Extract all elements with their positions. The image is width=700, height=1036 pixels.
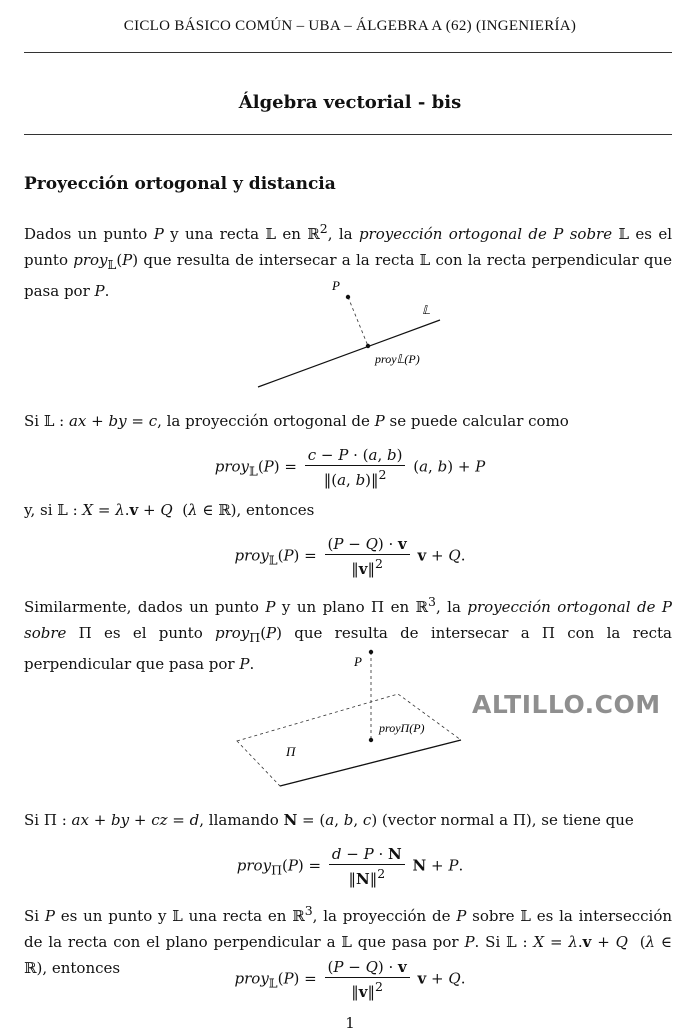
- formula-proj-plane: proy$_\Pi$(P) = $\frac{d - P \cdot N}{‖N‖^2}$ N + P.: [236, 845, 464, 888]
- figure-plane-projection: [230, 646, 470, 791]
- fig2-point-label: P: [354, 654, 362, 669]
- paragraph-line-parametric: y, si 𝕃 : X = λ.v + Q (λ ∈ ℝ), entonces: [24, 501, 315, 519]
- formula-proj-line-r3: proy$_𝕃$(P) = $\frac{(P - Q) \cdot v}{‖v‖^2}$ v + Q.: [234, 958, 466, 1001]
- fig1-point-label: P: [332, 278, 340, 293]
- fig1-proj-label: proy𝕃(P): [375, 352, 420, 366]
- running-header: CICLO BÁSICO COMÚN – UBA – ÁLGEBRA A (62) (INGENIERÍA): [123, 18, 577, 34]
- figure-line-projection: [250, 276, 450, 396]
- fig2-plane-label: Π: [286, 744, 296, 759]
- fig1-line-label: 𝕃: [422, 303, 430, 317]
- paragraph-projection-line: Dados un punto P y una recta 𝕃 en ℝ$^2$, la proyección ortogonal de P sobre 𝕃 es el punto proy$_𝕃$(P) que resulta de intersecar a la recta 𝕃 con la recta perpendicular que pasa por P.: [24, 221, 673, 300]
- formula-proj-line-parametric: proy$_𝕃$(P) = $\frac{(P - Q) \cdot v}{‖v‖^2}$ v + Q.: [234, 535, 466, 578]
- page-number: 1: [345, 1014, 355, 1032]
- paragraph-line-equation: Si 𝕃 : ax + by = c, la proyección ortogonal de P se puede calcular como: [24, 412, 569, 430]
- header-rule: [24, 52, 672, 53]
- page-title: Álgebra vectorial - bis: [238, 92, 462, 113]
- paragraph-line-r3: Si P es un punto y 𝕃 una recta en ℝ$^3$, la proyección de P sobre 𝕃 es la intersección de la recta con el plano perpendicular a 𝕃 que pasa por P. Si 𝕃 : X = λ.v + Q (λ ∈ ℝ), entonces: [24, 903, 673, 977]
- paragraph-projection-plane: Similarmente, dados un punto P y un plano Π en ℝ$^3$, la proyección ortogonal de P sobre Π es el punto proy$_\Pi$(P) que resulta de intersecar a Π con la recta perpendicular que pasa por P.: [24, 594, 672, 673]
- section-title: Proyección ortogonal y distancia: [24, 174, 336, 194]
- paragraph-plane-equation: Si Π : ax + by + cz = d, llamando N = (a, b, c) (vector normal a Π), se tiene que: [24, 811, 634, 829]
- fig2-proj-label: proyΠ(P): [379, 721, 425, 735]
- watermark: ALTILLO.COM: [472, 690, 661, 719]
- formula-proj-line-cartesian: proy$_𝕃$(P) = $\frac{c - P \cdot (a, b)}{‖(a, b)‖^2}$ (a, b) + P: [214, 446, 486, 489]
- title-rule: [24, 134, 672, 135]
